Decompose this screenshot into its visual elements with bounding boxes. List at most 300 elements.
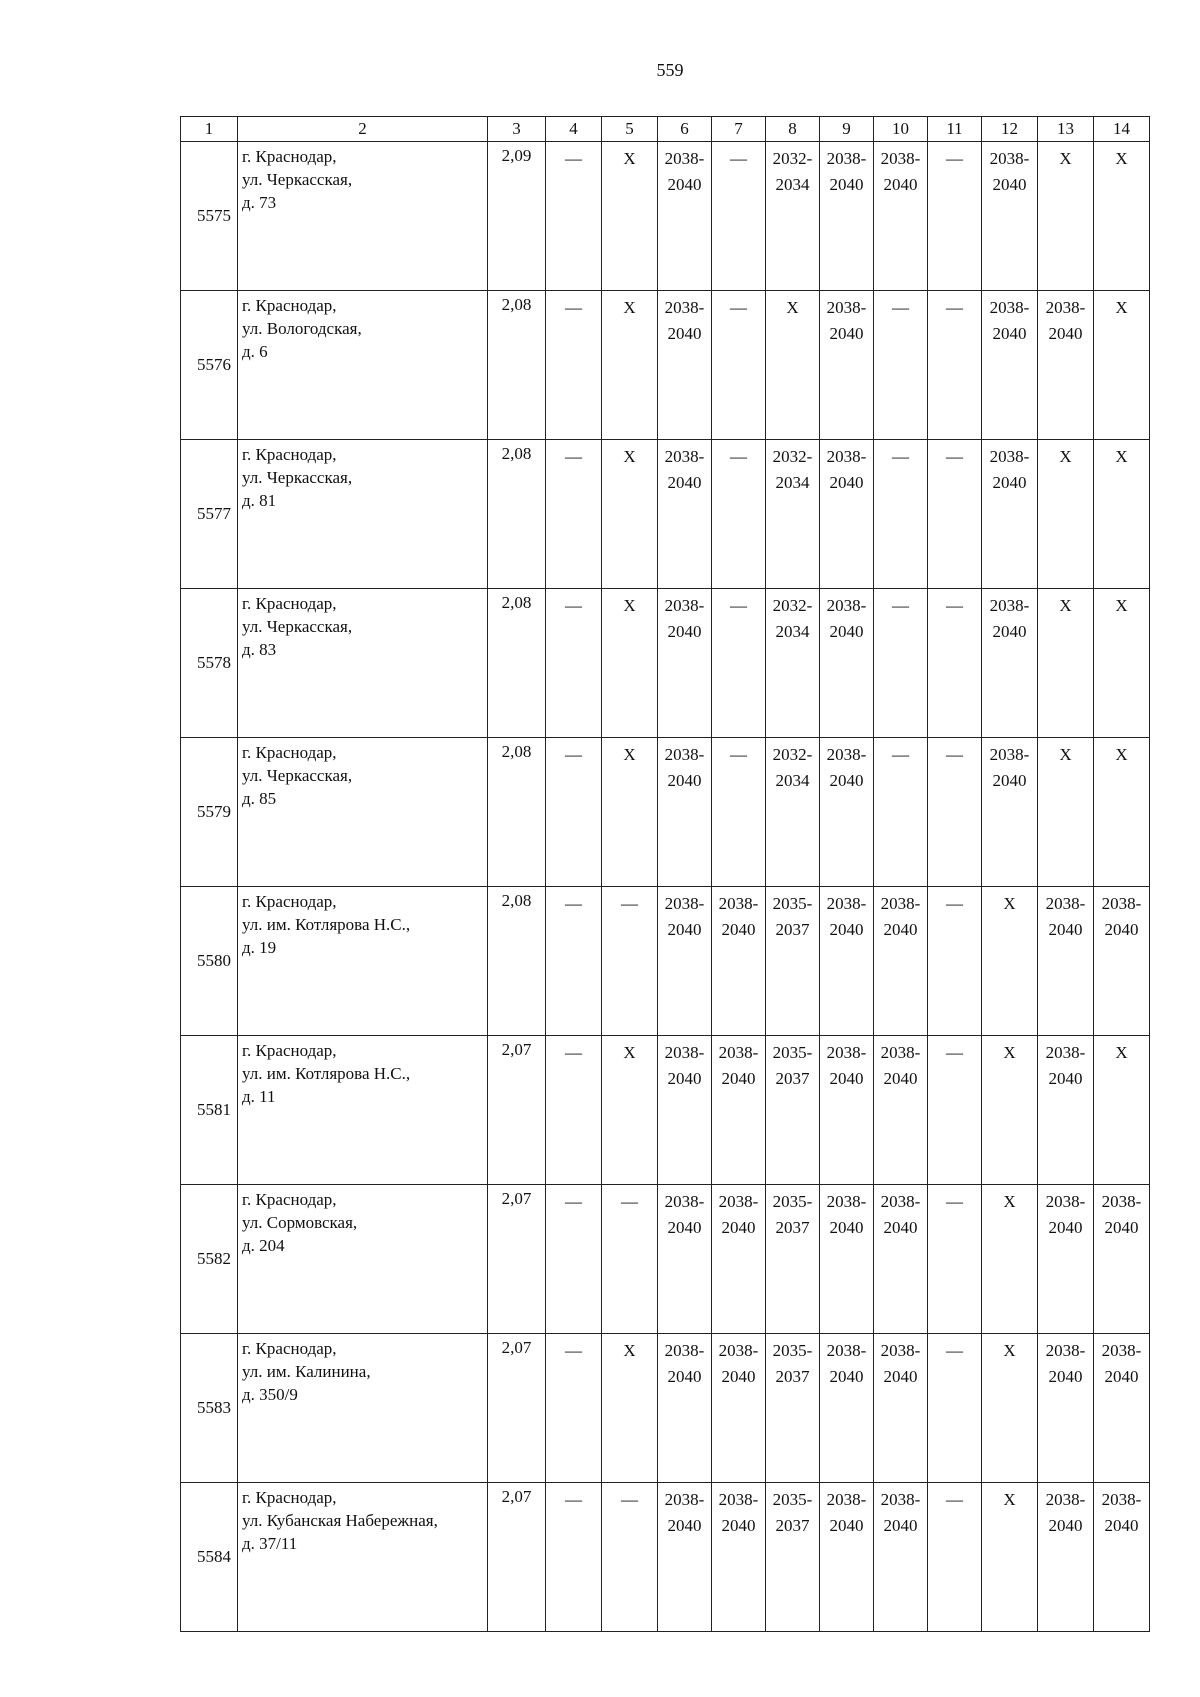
cell-line: 2040 (829, 1515, 864, 1535)
cell-line: 2040 (667, 472, 702, 492)
cell-line: — (730, 596, 747, 615)
address-line: ул. Черкасская, (242, 169, 353, 189)
period-cell (1094, 1483, 1150, 1632)
cell-line: 2038- (1101, 1341, 1142, 1360)
cell-line: 2040 (992, 174, 1027, 194)
cell-line: — (892, 745, 909, 764)
column-header: 14 (1094, 117, 1150, 142)
period-cell (874, 291, 928, 440)
cell-line: Х (623, 149, 636, 168)
cell-line: 2038- (664, 447, 705, 466)
cell-line: — (565, 298, 582, 317)
address-line: д. 350/9 (242, 1384, 298, 1404)
cell-line: Х (623, 1341, 636, 1360)
period-cell (658, 142, 712, 291)
cell-line: — (946, 1341, 963, 1360)
header-row (181, 117, 1150, 142)
cell-line: — (565, 149, 582, 168)
cell-line: 2038- (826, 894, 867, 913)
period-cell (982, 1334, 1038, 1483)
row-number: 5581 (181, 1036, 238, 1185)
period-cell (1038, 589, 1094, 738)
cell-line: 2040 (1048, 323, 1083, 343)
cell-line: 2040 (667, 323, 702, 343)
period-cell (982, 291, 1038, 440)
period-cell (874, 1185, 928, 1334)
period-cell (546, 1483, 602, 1632)
period-cell (1094, 1185, 1150, 1334)
period-cell (602, 738, 658, 887)
cell-line: 2035- (772, 894, 813, 913)
address-line: ул. им. Калинина, (242, 1361, 371, 1381)
address-line: ул. им. Котлярова Н.С., (242, 914, 411, 934)
address-cell (238, 142, 488, 291)
cell-line: 2040 (721, 1217, 756, 1237)
address-line: г. Краснодар, (242, 1339, 337, 1358)
value-cell: 2,07 (488, 1483, 546, 1632)
period-cell (766, 291, 820, 440)
address-line: г. Краснодар, (242, 594, 337, 613)
cell-line: Х (1115, 447, 1128, 466)
cell-line: Х (1059, 447, 1072, 466)
period-cell (874, 1036, 928, 1185)
address-line: ул. им. Котлярова Н.С., (242, 1063, 411, 1083)
cell-line: 2040 (1048, 919, 1083, 939)
table-row (181, 440, 1150, 589)
period-cell (712, 738, 766, 887)
period-cell (766, 1483, 820, 1632)
table-row (181, 589, 1150, 738)
period-cell (1094, 1036, 1150, 1185)
period-cell (1094, 589, 1150, 738)
period-cell (602, 440, 658, 589)
cell-line: 2040 (1104, 1217, 1139, 1237)
cell-line: — (892, 298, 909, 317)
period-cell (1038, 440, 1094, 589)
address-cell (238, 589, 488, 738)
period-cell (602, 291, 658, 440)
cell-line: 2040 (721, 1068, 756, 1088)
cell-line: — (565, 596, 582, 615)
address-line: г. Краснодар, (242, 445, 337, 464)
address-cell (238, 1036, 488, 1185)
cell-line: 2040 (667, 1366, 702, 1386)
table-row (181, 291, 1150, 440)
period-cell (658, 291, 712, 440)
cell-line: 2038- (989, 298, 1030, 317)
address-line: д. 6 (242, 341, 268, 361)
cell-line: 2038- (880, 149, 921, 168)
cell-line: Х (1003, 1043, 1016, 1062)
period-cell (820, 1483, 874, 1632)
cell-line: Х (623, 1043, 636, 1062)
address-line: г. Краснодар, (242, 892, 337, 911)
cell-line: 2040 (667, 621, 702, 641)
cell-line: 2037 (775, 1068, 810, 1088)
period-cell (874, 1483, 928, 1632)
period-cell (874, 589, 928, 738)
cell-line: — (730, 298, 747, 317)
value-cell: 2,07 (488, 1334, 546, 1483)
period-cell (658, 738, 712, 887)
address-cell (238, 738, 488, 887)
period-cell (712, 1185, 766, 1334)
address-cell (238, 1334, 488, 1483)
cell-line: 2040 (883, 174, 918, 194)
cell-line: 2040 (667, 1515, 702, 1535)
cell-line: 2037 (775, 1366, 810, 1386)
cell-line: Х (1059, 745, 1072, 764)
address-line: д. 73 (242, 192, 277, 212)
period-cell (766, 1334, 820, 1483)
period-cell (658, 589, 712, 738)
cell-line: 2038- (826, 1341, 867, 1360)
cell-line: 2038- (664, 298, 705, 317)
period-cell (766, 589, 820, 738)
cell-line: 2040 (667, 1068, 702, 1088)
address-line: г. Краснодар, (242, 1041, 337, 1060)
address-line: г. Краснодар, (242, 1488, 337, 1507)
cell-line: Х (1003, 894, 1016, 913)
period-cell (712, 887, 766, 1036)
row-number: 5582 (181, 1185, 238, 1334)
address-line: г. Краснодар, (242, 147, 337, 166)
cell-line: 2034 (775, 770, 810, 790)
table-row (181, 1334, 1150, 1483)
row-number: 5577 (181, 440, 238, 589)
cell-line: 2038- (989, 447, 1030, 466)
cell-line: 2038- (664, 596, 705, 615)
cell-line: 2038- (1045, 1043, 1086, 1062)
period-cell (1094, 887, 1150, 1036)
cell-line: 2038- (989, 745, 1030, 764)
cell-line: — (565, 894, 582, 913)
period-cell (546, 589, 602, 738)
cell-line: 2040 (829, 919, 864, 939)
cell-line: — (946, 894, 963, 913)
cell-line: 2034 (775, 174, 810, 194)
cell-line: 2040 (667, 1217, 702, 1237)
column-header: 8 (766, 117, 820, 142)
table-row (181, 1036, 1150, 1185)
cell-line: — (730, 447, 747, 466)
period-cell (546, 738, 602, 887)
row-number: 5579 (181, 738, 238, 887)
period-cell (766, 887, 820, 1036)
cell-line: 2032- (772, 149, 813, 168)
address-line: д. 83 (242, 639, 277, 659)
cell-line: 2038- (718, 1192, 759, 1211)
cell-line: — (946, 447, 963, 466)
period-cell (658, 1334, 712, 1483)
cell-line: 2032- (772, 596, 813, 615)
cell-line: — (946, 745, 963, 764)
period-cell (982, 1185, 1038, 1334)
cell-line: 2040 (992, 472, 1027, 492)
cell-line: Х (1115, 298, 1128, 317)
column-header: 7 (712, 117, 766, 142)
period-cell (820, 142, 874, 291)
address-cell (238, 887, 488, 1036)
cell-line: 2038- (718, 1043, 759, 1062)
period-cell (712, 589, 766, 738)
period-cell (820, 1185, 874, 1334)
value-cell: 2,07 (488, 1036, 546, 1185)
value-cell: 2,08 (488, 440, 546, 589)
cell-line: 2040 (667, 919, 702, 939)
cell-line: Х (1003, 1341, 1016, 1360)
cell-line: Х (1059, 149, 1072, 168)
cell-line: 2038- (880, 1192, 921, 1211)
value-cell: 2,08 (488, 291, 546, 440)
data-table (180, 116, 1150, 1632)
cell-line: 2040 (829, 174, 864, 194)
cell-line: Х (623, 298, 636, 317)
cell-line: 2040 (829, 770, 864, 790)
period-cell (766, 738, 820, 887)
cell-line: 2034 (775, 621, 810, 641)
cell-line: — (946, 298, 963, 317)
address-line: д. 85 (242, 788, 277, 808)
period-cell (1094, 738, 1150, 887)
row-number: 5575 (181, 142, 238, 291)
period-cell (1038, 887, 1094, 1036)
value-cell: 2,08 (488, 887, 546, 1036)
cell-line: 2040 (1048, 1515, 1083, 1535)
address-cell (238, 440, 488, 589)
period-cell (982, 1483, 1038, 1632)
cell-line: 2038- (826, 745, 867, 764)
address-line: ул. Вологодская, (242, 318, 362, 338)
cell-line: — (565, 447, 582, 466)
period-cell (1094, 291, 1150, 440)
cell-line: — (892, 596, 909, 615)
cell-line: 2038- (1045, 1490, 1086, 1509)
cell-line: 2035- (772, 1490, 813, 1509)
cell-line: 2037 (775, 1515, 810, 1535)
cell-line: 2038- (1101, 894, 1142, 913)
cell-line: 2038- (664, 1490, 705, 1509)
cell-line: — (565, 1192, 582, 1211)
period-cell (928, 738, 982, 887)
period-cell (602, 142, 658, 291)
cell-line: — (565, 1490, 582, 1509)
address-cell (238, 1185, 488, 1334)
address-line: ул. Черкасская, (242, 467, 353, 487)
period-cell (982, 738, 1038, 887)
period-cell (928, 440, 982, 589)
period-cell (982, 440, 1038, 589)
cell-line: Х (623, 447, 636, 466)
period-cell (1038, 738, 1094, 887)
address-line: д. 81 (242, 490, 277, 510)
cell-line: — (946, 149, 963, 168)
cell-line: Х (786, 298, 799, 317)
cell-line: — (730, 149, 747, 168)
period-cell (874, 142, 928, 291)
cell-line: 2038- (1101, 1192, 1142, 1211)
table-row (181, 1185, 1150, 1334)
cell-line: 2040 (667, 174, 702, 194)
address-line: ул. Сормовская, (242, 1212, 358, 1232)
period-cell (874, 1334, 928, 1483)
column-header: 13 (1038, 117, 1094, 142)
cell-line: Х (623, 596, 636, 615)
period-cell (874, 887, 928, 1036)
period-cell (928, 291, 982, 440)
cell-line: 2038- (880, 1490, 921, 1509)
cell-line: 2038- (664, 1341, 705, 1360)
cell-line: 2038- (989, 596, 1030, 615)
period-cell (546, 887, 602, 1036)
period-cell (928, 1483, 982, 1632)
cell-line: 2038- (826, 1192, 867, 1211)
period-cell (874, 738, 928, 887)
period-cell (1038, 1185, 1094, 1334)
cell-line: 2038- (826, 447, 867, 466)
cell-line: 2040 (1104, 919, 1139, 939)
cell-line: — (565, 1043, 582, 1062)
row-number: 5576 (181, 291, 238, 440)
period-cell (602, 1483, 658, 1632)
address-cell (238, 1483, 488, 1632)
cell-line: Х (1115, 596, 1128, 615)
address-line: ул. Кубанская Набережная, (242, 1510, 438, 1530)
column-header: 11 (928, 117, 982, 142)
cell-line: 2038- (1045, 894, 1086, 913)
cell-line: — (946, 1490, 963, 1509)
period-cell (546, 291, 602, 440)
period-cell (928, 887, 982, 1036)
period-cell (1094, 142, 1150, 291)
row-number: 5580 (181, 887, 238, 1036)
column-header: 12 (982, 117, 1038, 142)
cell-line: 2038- (880, 1043, 921, 1062)
address-line: ул. Черкасская, (242, 765, 353, 785)
cell-line: 2040 (992, 770, 1027, 790)
period-cell (928, 1185, 982, 1334)
cell-line: Х (1115, 149, 1128, 168)
cell-line: 2038- (880, 1341, 921, 1360)
period-cell (820, 589, 874, 738)
cell-line: 2038- (826, 1490, 867, 1509)
period-cell (1038, 291, 1094, 440)
address-cell (238, 291, 488, 440)
period-cell (982, 589, 1038, 738)
cell-line: 2038- (880, 894, 921, 913)
cell-line: 2035- (772, 1043, 813, 1062)
period-cell (766, 1185, 820, 1334)
cell-line: 2038- (718, 1490, 759, 1509)
cell-line: 2038- (664, 894, 705, 913)
cell-line: — (565, 745, 582, 764)
period-cell (602, 887, 658, 1036)
cell-line: 2034 (775, 472, 810, 492)
table-row (181, 142, 1150, 291)
address-line: г. Краснодар, (242, 743, 337, 762)
cell-line: 2038- (1101, 1490, 1142, 1509)
table-row (181, 1483, 1150, 1632)
cell-line: 2040 (829, 1366, 864, 1386)
period-cell (820, 291, 874, 440)
cell-line: 2038- (826, 298, 867, 317)
period-cell (820, 738, 874, 887)
period-cell (1038, 142, 1094, 291)
column-header: 6 (658, 117, 712, 142)
address-line: д. 37/11 (242, 1533, 298, 1553)
period-cell (658, 1185, 712, 1334)
cell-line: 2038- (664, 1192, 705, 1211)
period-cell (766, 1036, 820, 1185)
period-cell (712, 291, 766, 440)
cell-line: 2038- (718, 1341, 759, 1360)
period-cell (928, 1334, 982, 1483)
address-line: г. Краснодар, (242, 296, 337, 315)
period-cell (602, 1036, 658, 1185)
cell-line: 2038- (1045, 298, 1086, 317)
period-cell (820, 1036, 874, 1185)
cell-line: 2040 (829, 1068, 864, 1088)
cell-line: 2038- (826, 596, 867, 615)
period-cell (658, 1036, 712, 1185)
period-cell (928, 1036, 982, 1185)
cell-line: 2040 (1104, 1366, 1139, 1386)
cell-line: Х (1115, 1043, 1128, 1062)
cell-line: 2040 (721, 919, 756, 939)
cell-line: 2040 (883, 1366, 918, 1386)
value-cell: 2,08 (488, 738, 546, 887)
cell-line: 2035- (772, 1341, 813, 1360)
cell-line: 2038- (826, 149, 867, 168)
period-cell (1094, 1334, 1150, 1483)
cell-line: — (565, 1341, 582, 1360)
address-line: д. 11 (242, 1086, 276, 1106)
period-cell (546, 142, 602, 291)
cell-line: 2040 (721, 1515, 756, 1535)
period-cell (820, 1334, 874, 1483)
table-row (181, 738, 1150, 887)
period-cell (658, 440, 712, 589)
column-header: 10 (874, 117, 928, 142)
period-cell (820, 440, 874, 589)
cell-line: — (946, 596, 963, 615)
period-cell (546, 1334, 602, 1483)
cell-line: 2040 (1048, 1068, 1083, 1088)
cell-line: 2040 (829, 323, 864, 343)
address-line: г. Краснодар, (242, 1190, 337, 1209)
period-cell (982, 1036, 1038, 1185)
period-cell (712, 142, 766, 291)
cell-line: 2040 (992, 323, 1027, 343)
row-number: 5578 (181, 589, 238, 738)
cell-line: 2040 (667, 770, 702, 790)
period-cell (546, 1036, 602, 1185)
cell-line: 2038- (989, 149, 1030, 168)
cell-line: 2040 (829, 621, 864, 641)
period-cell (712, 1036, 766, 1185)
cell-line: 2040 (883, 1217, 918, 1237)
address-line: д. 19 (242, 937, 277, 957)
period-cell (602, 1185, 658, 1334)
period-cell (820, 887, 874, 1036)
period-cell (602, 589, 658, 738)
table-row (181, 887, 1150, 1036)
cell-line: — (621, 1490, 638, 1509)
cell-line: — (946, 1043, 963, 1062)
cell-line: — (892, 447, 909, 466)
cell-line: 2035- (772, 1192, 813, 1211)
period-cell (658, 1483, 712, 1632)
